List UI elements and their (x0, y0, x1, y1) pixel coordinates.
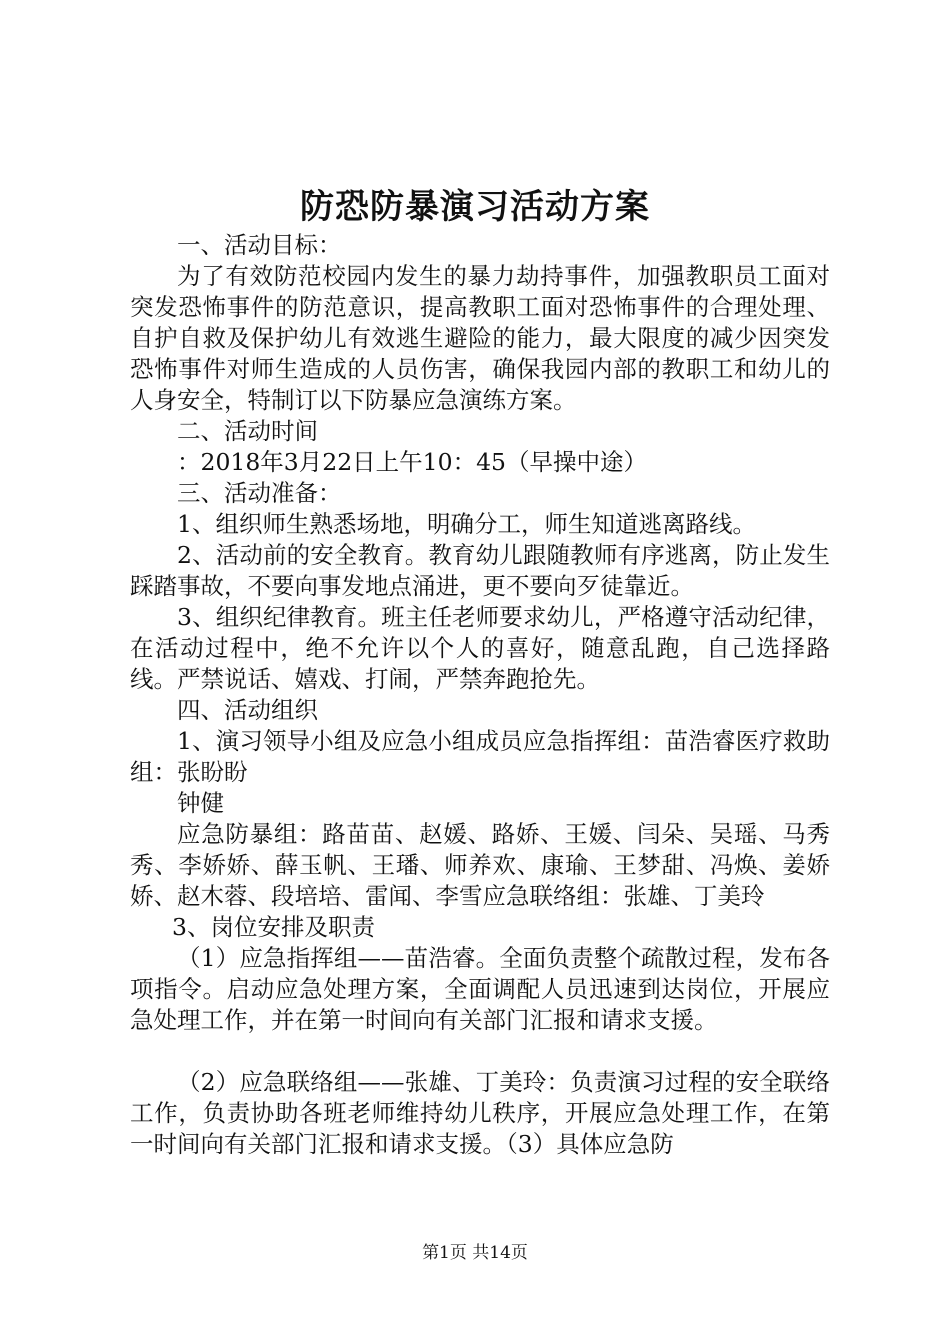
paragraph-duty-2: （2）应急联络组——张雄、丁美玲：负责演习过程的安全联络工作，负责协助各班老师维持幼儿秩序，开展应急处理工作，在第一时间向有关部门汇报和请求支援。（3）具体应急防 (130, 1068, 830, 1158)
document-title: 防恐防暴演习活动方案 (300, 187, 650, 227)
section-heading-goal: 一、活动目标： (177, 231, 342, 259)
paragraph-goal: 为了有效防范校园内发生的暴力劫持事件，加强教职员工面对突发恐怖事件的防范意识，提高教职工面对恐怖事件的合理处理、自护自救及保护幼儿有效逃生避险的能力，最大限度的减少因突发恐怖事件对师生造成的人员伤害，确保我园内部的教职工和幼儿的人身安全，特制订以下防暴应急演练方案。 (130, 262, 830, 414)
page-footer: 第1页 共14页 (422, 1243, 528, 1263)
section-heading-time: 二、活动时间 (177, 417, 318, 445)
paragraph-org-1: 1、演习领导小组及应急小组成员应急指挥组：苗浩睿医疗救助组：张盼盼 (130, 727, 830, 786)
paragraph-prep-2: 2、活动前的安全教育。教育幼儿跟随教师有序逃离，防止发生踩踏事故，不要向事发地点涌进，更不要向歹徒靠近。 (130, 541, 830, 600)
section-heading-preparation: 三、活动准备： (177, 479, 342, 507)
paragraph-prep-3: 3、组织纪律教育。班主任老师要求幼儿，严格遵守活动纪律，在活动过程中，绝不允许以个人的喜好，随意乱跑，自己选择路线。严禁说话、嬉戏、打闹，严禁奔跑抢先。 (130, 603, 830, 693)
paragraph-org-team: 应急防暴组：路苗苗、赵媛、路娇、王媛、闫朵、吴瑶、马秀秀、李娇娇、薛玉帆、王璠、师养欢、康瑜、王梦甜、冯焕、姜娇娇、赵木蓉、段培培、雷闻、李雪应急联络组：张雄、丁美玲 (130, 820, 830, 910)
document-body (130, 230, 830, 1160)
paragraph-org-name: 钟健 (177, 789, 224, 817)
paragraph-duty-1: （1）应急指挥组——苗浩睿。全面负责整个疏散过程，发布各项指令。启动应急处理方案，全面调配人员迅速到达岗位，开展应急处理工作，并在第一时间向有关部门汇报和请求支援。 (130, 944, 830, 1034)
section-heading-organization: 四、活动组织 (177, 696, 318, 724)
paragraph-duties-heading: 3、岗位安排及职责 (172, 913, 375, 941)
paragraph-prep-1: 1、组织师生熟悉场地，明确分工，师生知道逃离路线。 (177, 510, 756, 538)
paragraph-time: ：2018年3月22日上午10：45（早操中途） (177, 448, 647, 476)
